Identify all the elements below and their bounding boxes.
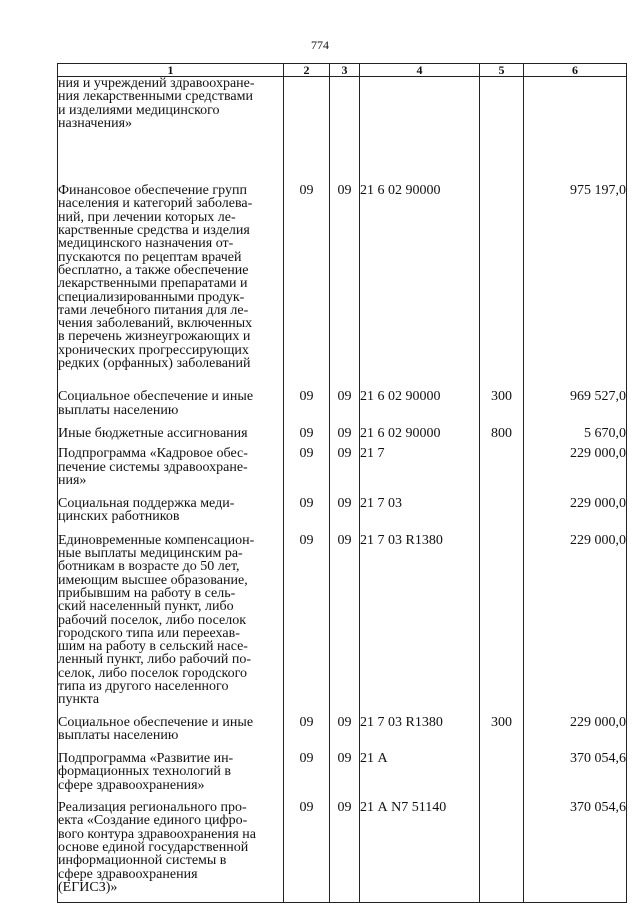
target-article-cell: 21 6 02 90000: [360, 380, 480, 427]
amount-cell: [524, 77, 627, 158]
amount-cell: 969 527,0: [524, 380, 627, 427]
item-name-line: ния и учреждений здравоохране-: [58, 76, 255, 91]
section-code-cell: 09: [284, 427, 330, 447]
item-name-line: Финансовое обеспечение групп: [58, 183, 247, 199]
item-name-line: хронических прогрессирующих: [58, 342, 249, 358]
item-name-line: ния лекарственными средствами: [58, 89, 253, 105]
item-name-line: Подпрограмма «Кадровое обес-: [58, 446, 248, 462]
item-name-cell: [58, 157, 284, 380]
table-row: [58, 497, 627, 534]
item-name-line: имеющим высшее образование,: [58, 572, 248, 588]
subsection-code-cell: 09: [330, 534, 360, 716]
item-name-line: карственные средства и изделия: [58, 223, 250, 239]
item-name-line: пункта: [58, 692, 100, 708]
item-name-line: чения заболеваний, включенных: [58, 316, 253, 332]
target-article-cell: 21 А N7 51140: [360, 801, 480, 903]
item-name-line: Социальная поддержка меди-: [58, 496, 235, 512]
subsection-code-cell: 09: [330, 752, 360, 801]
item-name-line: селок, либо поселок городского: [58, 665, 248, 681]
item-name-line: Социальное обеспечение и иные: [58, 389, 254, 405]
target-article-cell: [360, 77, 480, 158]
table-row: [58, 380, 627, 427]
target-article-cell: 21 7 03 R1380: [360, 534, 480, 716]
item-name-line: городского типа или переехав-: [58, 625, 240, 641]
item-name-line: ния»: [58, 472, 87, 488]
amount-cell: 229 000,0: [524, 534, 627, 716]
item-name-line: информационной системы в: [58, 853, 227, 869]
expense-type-cell: [480, 77, 524, 158]
column-header: 5: [480, 64, 524, 77]
item-name-line: сфере здравоохранения: [58, 866, 198, 882]
amount-cell: 5 670,0: [524, 427, 627, 447]
item-name-line: рабочий поселок, либо поселок: [58, 612, 247, 628]
item-name-cell: [58, 534, 284, 716]
amount-cell: 229 000,0: [524, 716, 627, 753]
item-name-line: Подпрограмма «Развитие ин-: [58, 751, 234, 767]
item-name-cell: [58, 380, 284, 427]
item-name-line: екта «Создание единого цифро-: [58, 813, 248, 829]
item-name-line: в перечень жизнеугрожающих и: [58, 329, 251, 345]
column-header: 3: [330, 64, 360, 77]
item-name-line: вого контура здравоохранения на: [58, 826, 256, 842]
subsection-code-cell: 09: [330, 716, 360, 753]
item-name-cell: [58, 752, 284, 801]
item-name-cell: [58, 77, 284, 158]
table-row: [58, 157, 627, 380]
item-name-line: Единовременные компенсацион-: [58, 532, 255, 548]
budget-table: [57, 63, 627, 903]
section-code-cell: 09: [284, 801, 330, 903]
expense-type-cell: [480, 497, 524, 534]
expense-type-cell: [480, 801, 524, 903]
item-name-line: основе единой государственной: [58, 839, 249, 855]
item-name-line: выплаты населению: [58, 727, 179, 743]
item-name-cell: [58, 497, 284, 534]
subsection-code-cell: 09: [330, 447, 360, 497]
expense-type-cell: 300: [480, 716, 524, 753]
column-header: 1: [58, 64, 284, 77]
item-name-line: и изделиями медицинского: [58, 102, 220, 118]
table-row: [58, 534, 627, 716]
item-name-line: лекарственными препаратами и: [58, 276, 248, 292]
section-code-cell: 09: [284, 716, 330, 753]
section-code-cell: 09: [284, 157, 330, 380]
expense-type-cell: 300: [480, 380, 524, 427]
item-name-line: печение системы здравоохране-: [58, 459, 248, 475]
subsection-code-cell: 09: [330, 157, 360, 380]
expense-type-cell: [480, 157, 524, 380]
target-article-cell: 21 6 02 90000: [360, 157, 480, 380]
table-body: [58, 77, 627, 903]
item-name-line: (ЕГИСЗ)»: [58, 879, 118, 895]
item-name-line: ные выплаты медицинским ра-: [58, 546, 243, 562]
item-name-line: назначения»: [58, 115, 133, 131]
table-row: [58, 716, 627, 753]
item-name-line: прибывшим на работу в сель-: [58, 585, 236, 601]
item-name-line: ленный пункт, либо рабочий по-: [58, 652, 252, 668]
section-code-cell: 09: [284, 447, 330, 497]
target-article-cell: 21 А: [360, 752, 480, 801]
column-header: 4: [360, 64, 480, 77]
item-name-cell: [58, 716, 284, 753]
section-code-cell: 09: [284, 380, 330, 427]
table-row: [58, 427, 627, 447]
item-name-line: ботникам в возрасте до 50 лет,: [58, 559, 240, 575]
table-row: [58, 77, 627, 158]
table-row: [58, 752, 627, 801]
item-name-line: выплаты населению: [58, 402, 179, 418]
amount-cell: 370 054,6: [524, 801, 627, 903]
item-name-cell: [58, 427, 284, 447]
item-name-line: Социальное обеспечение и иные: [58, 714, 254, 730]
item-name-line: Иные бюджетные ассигнования: [58, 425, 248, 441]
column-header: 6: [524, 64, 627, 77]
item-name-line: бесплатно, а также обеспечение: [58, 262, 249, 278]
amount-cell: 229 000,0: [524, 497, 627, 534]
section-code-cell: 09: [284, 534, 330, 716]
amount-cell: 370 054,6: [524, 752, 627, 801]
item-name-line: типа из другого населенного: [58, 678, 229, 694]
target-article-cell: 21 7 03 R1380: [360, 716, 480, 753]
target-article-cell: 21 7: [360, 447, 480, 497]
section-code-cell: 09: [284, 497, 330, 534]
amount-cell: 975 197,0: [524, 157, 627, 380]
item-name-line: формационных технологий в: [58, 764, 231, 780]
section-code-cell: 09: [284, 752, 330, 801]
amount-cell: 229 000,0: [524, 447, 627, 497]
subsection-code-cell: 09: [330, 497, 360, 534]
item-name-line: Реализация регионального про-: [58, 800, 247, 816]
expense-type-cell: [480, 752, 524, 801]
subsection-code-cell: 09: [330, 801, 360, 903]
item-name-cell: [58, 447, 284, 497]
column-header: 2: [284, 64, 330, 77]
subsection-code-cell: 09: [330, 427, 360, 447]
item-name-line: специализированными продук-: [58, 289, 245, 305]
table-row: [58, 801, 627, 903]
item-name-line: тами лечебного питания для ле-: [58, 302, 249, 318]
expense-type-cell: [480, 447, 524, 497]
expense-type-cell: [480, 534, 524, 716]
item-name-cell: [58, 801, 284, 903]
expense-type-cell: 800: [480, 427, 524, 447]
header-row: [58, 64, 627, 77]
subsection-code-cell: [330, 77, 360, 158]
item-name-line: ский населенный пункт, либо: [58, 599, 234, 615]
table-row: [58, 447, 627, 497]
item-name-line: медицинского назначения от-: [58, 236, 234, 252]
item-name-line: цинских работников: [58, 509, 180, 525]
item-name-line: редких (орфанных) заболеваний: [58, 356, 251, 372]
item-name-line: шим на работу в сельский насе-: [58, 639, 248, 655]
item-name-line: населения и категорий заболева-: [58, 196, 253, 212]
target-article-cell: 21 7 03: [360, 497, 480, 534]
subsection-code-cell: 09: [330, 380, 360, 427]
item-name-line: ний, при лечении которых ле-: [58, 209, 236, 225]
item-name-line: сфере здравоохранения»: [58, 777, 205, 793]
target-article-cell: 21 6 02 90000: [360, 427, 480, 447]
page-number: 774: [311, 38, 329, 52]
section-code-cell: [284, 77, 330, 158]
item-name-line: пускаются по рецептам врачей: [58, 249, 242, 265]
